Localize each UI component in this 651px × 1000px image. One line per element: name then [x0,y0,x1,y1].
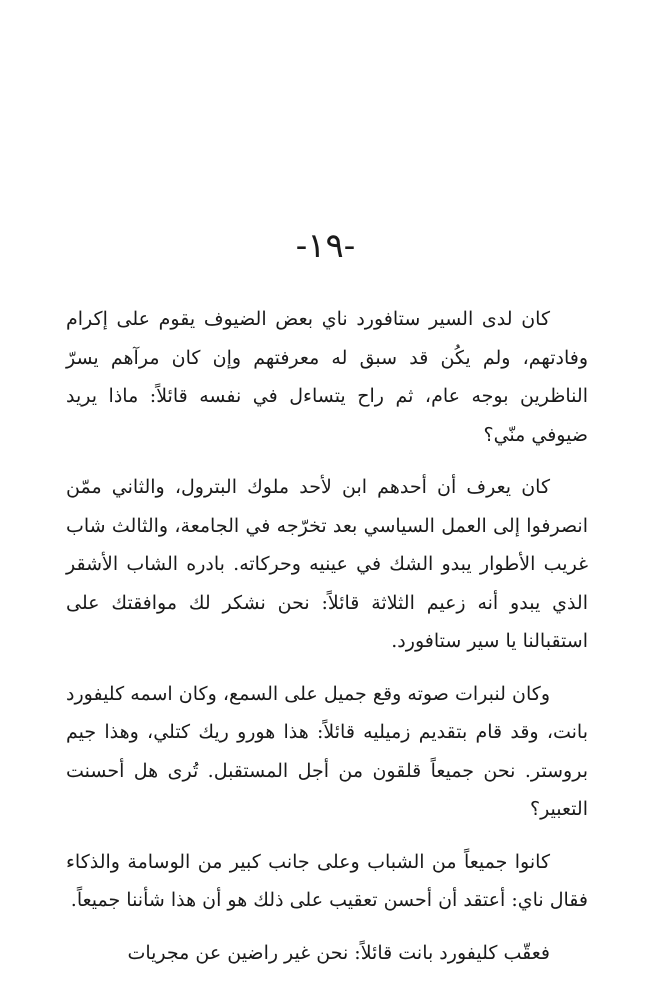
paragraph: كان يعرف أن أحدهم ابن لأحد ملوك البترول، والثاني ممّن انصرفوا إلى العمل السياسي بعد تخرّجه في الجامعة، والثالث شاب غريب الأطوار يبدو الشك في عينيه وحركاته. بادره الشاب الأشقر الذي يبدو أنه زعيم الثلاثة قائلاً: نحن نشكر لك موافقتك على استقبالنا يا سير ستافورد. [66,476,588,652]
chapter-body [66,300,588,972]
chapter-number: -١٩- [295,226,356,266]
paragraph: فعقّب كليفورد بانت قائلاً: نحن غير راضين عن مجريات [127,941,550,964]
paragraph: وكان لنبرات صوته وقع جميل على السمع، وكان اسمه كليفورد بانت، وقد قام بتقديم زميليه قائلاً: هذا هورو ريك كتلي، وهذا جيم بروستر. نحن جميعاً قلقون من أجل المستقبل. تُرى هل أحسنت التعبير؟ [66,682,588,820]
paragraph: كانوا جميعاً من الشباب وعلى جانب كبير من الوسامة والذكاء فقال ناي: أعتقد أن أحسن تعقيب على ذلك هو أن هذا شأننا جميعاً. [66,850,588,911]
paragraph: كان لدى السير ستافورد ناي بعض الضيوف يقوم على إكرام وفادتهم، ولم يكُن قد سبق له معرفتهم وإن كان مرآهم يسرّ الناظرين بوجه عام، ثم راح يتساءل في نفسه قائلاً: ماذا يريد ضيوفي منّي؟ [66,308,588,446]
